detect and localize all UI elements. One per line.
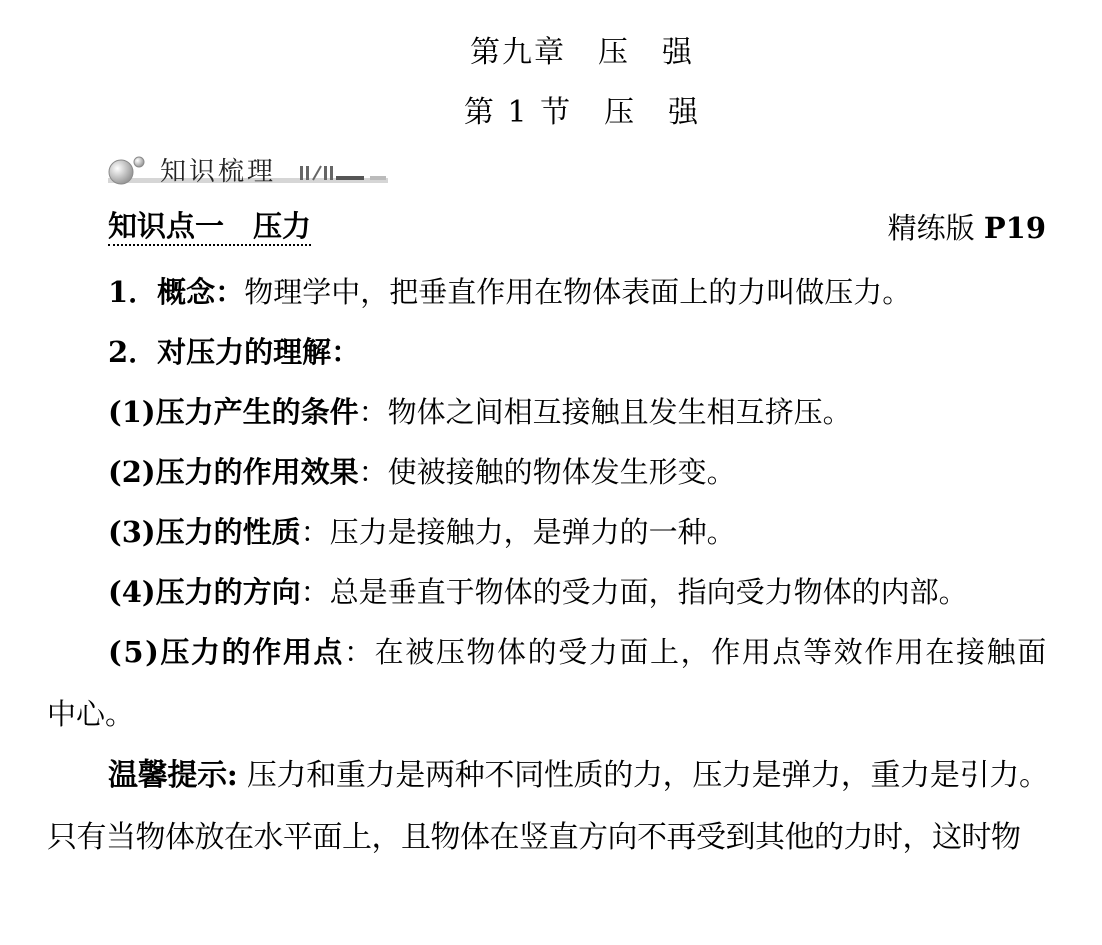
page-ref-prefix: 精练版 — [887, 211, 984, 245]
knowledge-summary-banner — [108, 156, 388, 188]
sub-item-1-label: (1)压力产生的条件 — [108, 395, 359, 429]
sub-item-4-label: (4)压力的方向 — [108, 575, 301, 609]
concept-label: 1．概念： — [108, 275, 245, 309]
sub-item-1-text: ：物体之间相互接触且发生相互挤压。 — [358, 395, 852, 429]
sub-item-2-text: ：使被接触的物体发生形变。 — [358, 455, 736, 489]
sub-item-3 — [108, 512, 736, 552]
sub-item-5-label: (5)压力的作用点 — [108, 635, 345, 669]
sub-item-5 — [108, 632, 1048, 672]
sub-item-2 — [108, 452, 736, 492]
sub-item-4 — [108, 572, 968, 612]
concept-line — [108, 272, 911, 312]
tip-line-2: 只有当物体放在水平面上，且物体在竖直方向不再受到其他的力时，这时物 — [47, 820, 1021, 855]
concept-text: 物理学中，把垂直作用在物体表面上的力叫做压力。 — [244, 275, 912, 309]
sub-item-3-text: ：压力是接触力，是弹力的一种。 — [300, 515, 736, 549]
sub-item-4-text: ：总是垂直于物体的受力面，指向受力物体的内部。 — [300, 575, 968, 609]
section-title: 第 1 节 压 强 — [463, 95, 701, 130]
understanding-label: 2．对压力的理解： — [108, 335, 361, 369]
banner-label: 知识梳理 — [160, 157, 277, 187]
page-ref-number: P19 — [983, 211, 1046, 245]
sub-item-2-label: (2)压力的作用效果 — [108, 455, 359, 489]
sub-item-5-text: ：在被压物体的受力面上，作用点等效作用在接触面 — [344, 635, 1048, 669]
sub-item-5-continuation: 中心。 — [47, 697, 135, 731]
page-reference — [888, 208, 1046, 248]
tip-label: 温馨提示: — [108, 758, 238, 793]
sub-item-1 — [108, 392, 852, 432]
chapter-title: 第九章 压 强 — [470, 35, 694, 70]
tip-text-1: 压力和重力是两种不同性质的力，压力是弹力，重力是引力。 — [237, 758, 1049, 793]
knowledge-point-heading: 知识点一 压力 — [108, 208, 311, 246]
sub-item-3-label: (3)压力的性质 — [108, 515, 301, 549]
tip-line-1 — [108, 756, 1049, 796]
understanding-line — [108, 332, 360, 372]
